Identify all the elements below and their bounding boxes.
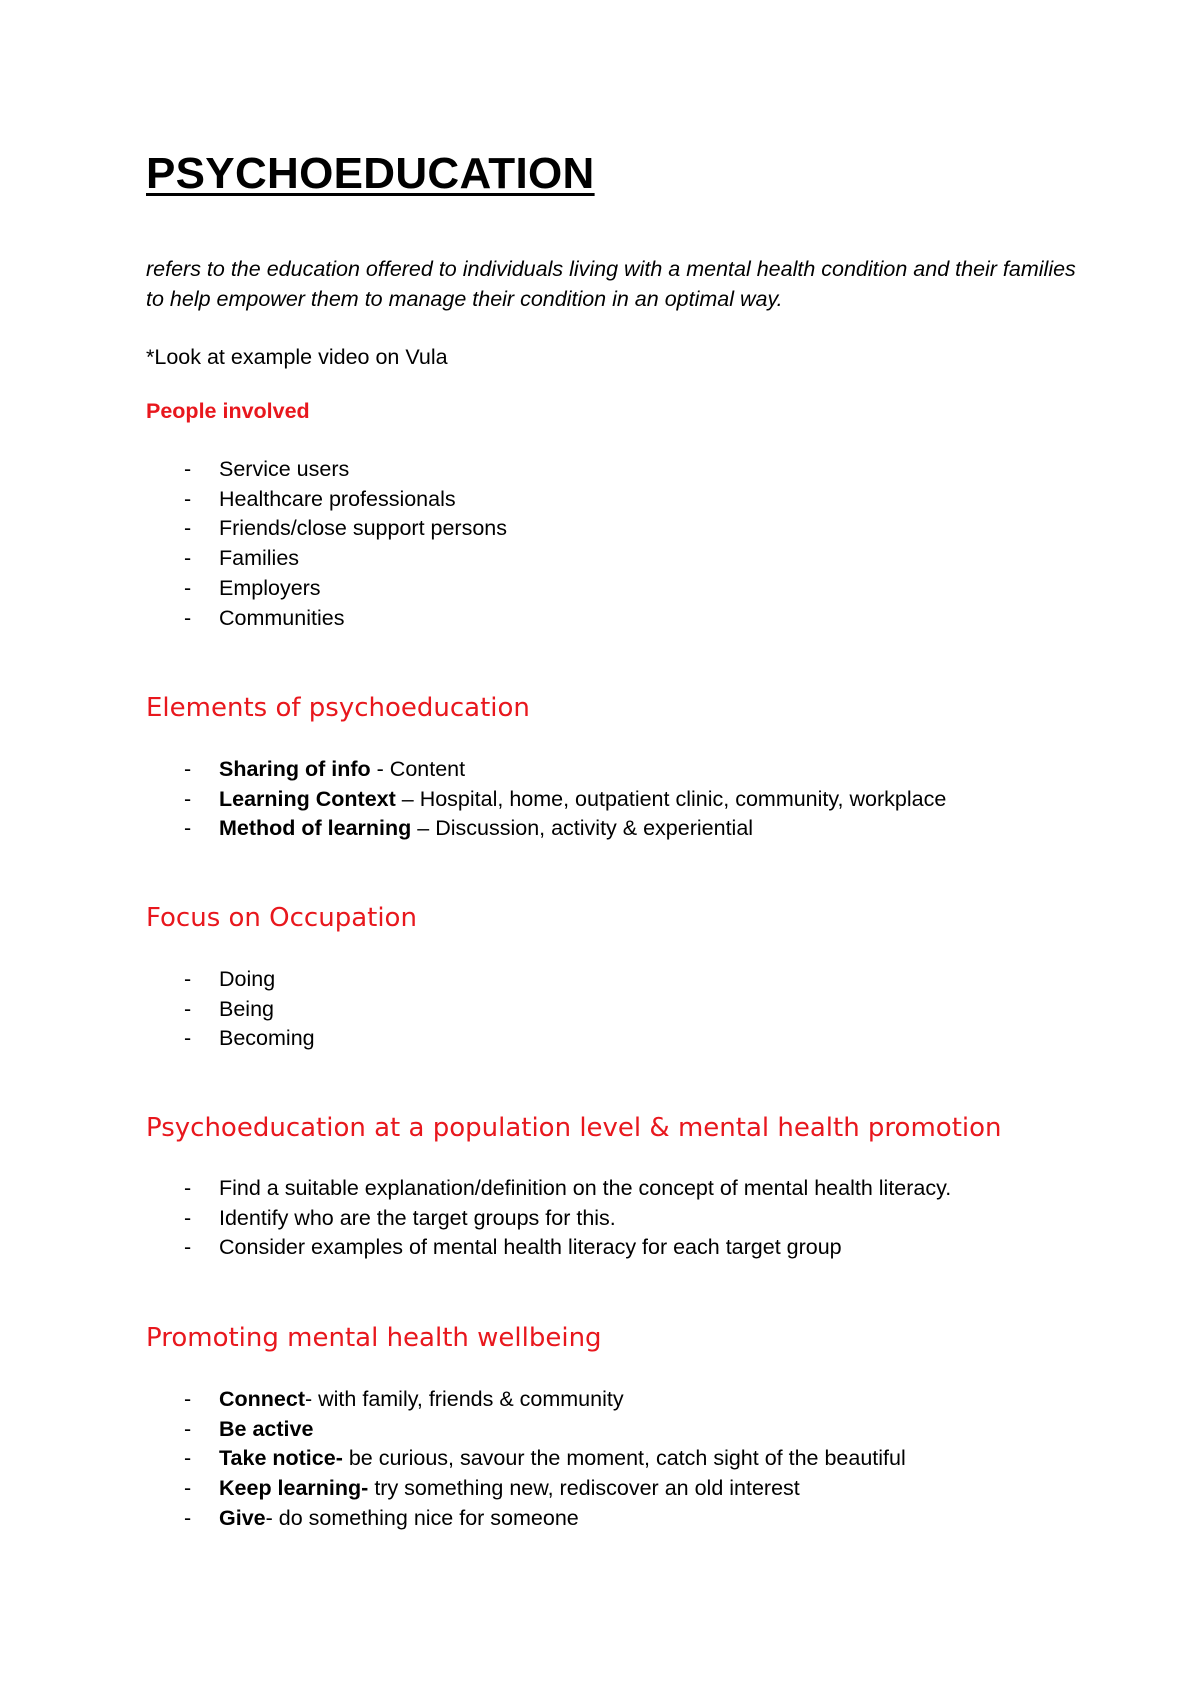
list-item	[184, 544, 507, 574]
list-item	[184, 1415, 906, 1445]
list-item	[184, 485, 507, 515]
video-note: *Look at example video on Vula	[146, 345, 448, 369]
bullet-dash: -	[184, 1235, 192, 1260]
bullet-dash: -	[184, 816, 192, 841]
list-item-term: Sharing of info	[219, 757, 371, 781]
list-item-desc: - with family, friends & community	[305, 1387, 624, 1411]
list-item-text: Employers	[219, 575, 321, 600]
list-item-desc: – Hospital, home, outpatient clinic, community, workplace	[395, 786, 947, 811]
list-item-desc: try something new, rediscover an old interest	[368, 1476, 800, 1501]
bullet-dash: -	[184, 1446, 192, 1471]
document-title: PSYCHOEDUCATION	[146, 149, 595, 198]
list-item	[184, 1233, 951, 1263]
list-item	[184, 1204, 951, 1234]
bullet-dash: -	[184, 1476, 192, 1501]
list-item-text: Families	[219, 546, 300, 571]
list-item-text: Healthcare professionals	[219, 486, 456, 511]
list-item	[184, 514, 507, 544]
bullet-dash: -	[184, 1176, 192, 1200]
bullet-dash: -	[184, 457, 192, 481]
list-item	[184, 1024, 315, 1054]
list-item-text: Service users	[219, 457, 350, 481]
bullet-dash: -	[184, 1505, 192, 1530]
people-involved-heading: People involved	[146, 399, 310, 423]
list-item-text: Becoming	[219, 1026, 315, 1051]
list-item	[184, 785, 946, 815]
list-item-term: Method of learning	[219, 816, 412, 841]
elements-list	[184, 755, 946, 844]
bullet-dash: -	[184, 1205, 192, 1230]
people-involved-list	[184, 455, 507, 633]
list-item	[184, 1444, 906, 1474]
definition-text: refers to the education offered to individuals living with a mental health condition and their families to help empower them to manage their condition in an optimal way.	[146, 257, 1076, 311]
list-item	[184, 755, 946, 785]
wellbeing-heading: Promoting mental health wellbeing	[146, 1323, 602, 1353]
occupation-list	[184, 965, 315, 1054]
list-item	[184, 965, 315, 995]
list-item-term: Take notice-	[219, 1446, 343, 1471]
elements-heading: Elements of psychoeducation	[146, 693, 530, 723]
bullet-dash: -	[184, 996, 192, 1021]
list-item-text: Identify who are the target groups for this.	[219, 1205, 616, 1230]
list-item	[184, 995, 315, 1025]
list-item-term: Connect	[219, 1387, 305, 1411]
bullet-dash: -	[184, 1387, 192, 1411]
list-item-text: Friends/close support persons	[219, 516, 508, 541]
list-item-desc: - do something nice for someone	[265, 1505, 579, 1530]
bullet-dash: -	[184, 486, 192, 511]
population-list	[184, 1174, 951, 1263]
bullet-dash: -	[184, 605, 192, 630]
population-heading: Psychoeducation at a population level & mental health promotion	[146, 1113, 1002, 1143]
list-item	[184, 604, 507, 634]
list-item-term: Give	[219, 1505, 266, 1530]
list-item-term: Learning Context	[219, 786, 396, 811]
wellbeing-list	[184, 1385, 906, 1534]
list-item	[184, 1174, 951, 1204]
list-item-desc: – Discussion, activity & experiential	[411, 816, 754, 841]
list-item	[184, 1504, 906, 1534]
list-item-desc: - Content	[370, 757, 466, 781]
bullet-dash: -	[184, 786, 192, 811]
bullet-dash: -	[184, 516, 192, 541]
bullet-dash: -	[184, 575, 192, 600]
list-item	[184, 814, 946, 844]
list-item-text: Consider examples of mental health literacy for each target group	[219, 1235, 842, 1260]
list-item	[184, 455, 507, 485]
list-item-desc: be curious, savour the moment, catch sight of the beautiful	[342, 1446, 906, 1471]
list-item-text: Find a suitable explanation/definition on the concept of mental health literacy.	[219, 1176, 952, 1200]
list-item	[184, 574, 507, 604]
list-item-term: Keep learning-	[219, 1476, 369, 1501]
bullet-dash: -	[184, 1026, 192, 1051]
list-item	[184, 1385, 906, 1415]
list-item-text: Communities	[219, 605, 345, 630]
occupation-heading: Focus on Occupation	[146, 903, 417, 933]
list-item-text: Doing	[219, 967, 276, 991]
bullet-dash: -	[184, 757, 192, 781]
list-item-term: Be active	[219, 1416, 314, 1441]
bullet-dash: -	[184, 546, 192, 571]
document-page	[146, 0, 1106, 1698]
bullet-dash: -	[184, 1416, 192, 1441]
list-item-text: Being	[219, 996, 274, 1021]
bullet-dash: -	[184, 967, 192, 991]
list-item	[184, 1474, 906, 1504]
